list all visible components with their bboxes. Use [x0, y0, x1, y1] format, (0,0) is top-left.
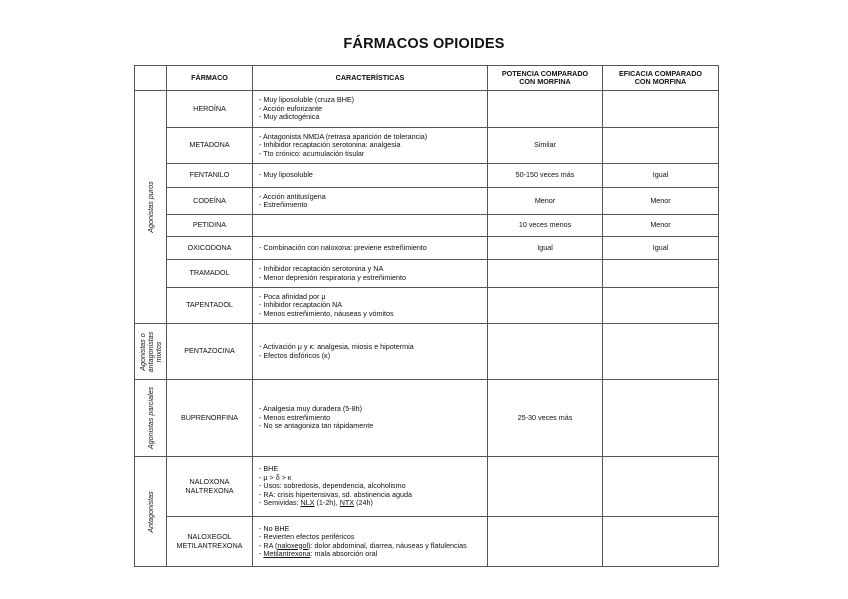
car-line: - Muy liposoluble (cruza BHE)	[259, 95, 355, 105]
car-line: - Muy liposoluble	[259, 170, 313, 180]
eficacia-cell: Igual	[603, 164, 719, 188]
group-label: Antagonistas	[145, 490, 155, 533]
caracteristicas-cell	[253, 517, 488, 567]
header-row	[135, 66, 719, 91]
eficacia-cell	[603, 517, 719, 567]
group-antagonistas	[135, 457, 167, 567]
farmaco-cell	[167, 91, 253, 128]
car-text: (24h)	[354, 498, 373, 508]
group-agonistas-puros	[135, 91, 167, 324]
farmaco-cell	[167, 215, 253, 237]
farmaco-cell	[167, 237, 253, 260]
farmaco-cell	[167, 380, 253, 457]
farmaco-name: HEROÍNA	[193, 103, 226, 113]
farmaco-name: CODEÍNA	[193, 195, 226, 205]
farmaco-name: PETIDINA	[192, 220, 227, 230]
car-line: - BHE	[259, 464, 279, 474]
farmaco-name: NALOXEGOL	[187, 532, 232, 542]
farmaco-cell	[167, 128, 253, 164]
table-row	[135, 457, 719, 517]
caracteristicas-cell	[253, 128, 488, 164]
eficacia-cell	[603, 288, 719, 324]
table-row	[135, 324, 719, 380]
farmaco-cell	[167, 288, 253, 324]
car-line: - Inhibidor recaptación NA	[259, 300, 343, 310]
eficacia-cell: Igual	[603, 237, 719, 260]
table-row	[135, 128, 719, 164]
caracteristicas-cell	[253, 260, 488, 288]
car-line: - Usos: sobredosis, dependencia, alcoholismo	[259, 481, 406, 491]
farmaco-name: OXICODONA	[187, 242, 232, 252]
car-line: - Tto crónico: acumulación tisular	[259, 148, 365, 158]
header-eficacia-line: EFICACIA COMPARADO	[618, 68, 703, 78]
potencia-cell: 50-150 veces más	[488, 164, 603, 188]
car-line: - Menor depresión respiratoria y estreñimiento	[259, 272, 407, 282]
opioids-table	[134, 65, 719, 567]
page-title: FÁRMACOS OPIOIDES	[343, 36, 505, 52]
car-text: - RA (	[259, 540, 278, 550]
car-line: - Poca afinidad por μ	[259, 291, 326, 301]
table-row	[135, 188, 719, 215]
car-line: - Menos estreñimiento	[259, 412, 331, 422]
car-text: - Semividas:	[259, 498, 301, 508]
car-line-metil: - Metilantrexona: mala absorción oral	[259, 548, 378, 558]
farmaco-cell	[167, 188, 253, 215]
group-label	[139, 331, 163, 372]
header-eficacia	[603, 66, 719, 91]
potencia-cell	[488, 260, 603, 288]
caracteristicas-cell	[253, 457, 488, 517]
farmaco-name: NALOXONA	[189, 477, 230, 487]
car-line: - Efectos disfóricos (κ)	[259, 350, 331, 360]
car-line: - Muy adictogénica	[259, 112, 320, 122]
eficacia-cell	[603, 91, 719, 128]
car-text: ): dolor abdominal, diarrea, náuseas y flatulencias	[308, 540, 467, 550]
eficacia-cell: Menor	[603, 215, 719, 237]
farmaco-name: TRAMADOL	[189, 268, 230, 278]
car-line: - Revierten efectos periféricos	[259, 532, 355, 542]
eficacia-cell	[603, 260, 719, 288]
farmaco-name: NALTREXONA	[185, 485, 234, 495]
naloxegol-term: naloxegol	[277, 540, 309, 550]
header-potencia	[488, 66, 603, 91]
caracteristicas-cell	[253, 237, 488, 260]
caracteristicas-cell	[253, 288, 488, 324]
farmaco-name: TAPENTADOL	[186, 300, 233, 310]
car-line-semividas	[259, 499, 487, 507]
eficacia-cell	[603, 380, 719, 457]
caracteristicas-cell	[253, 215, 488, 237]
caracteristicas-cell	[253, 380, 488, 457]
farmaco-name: METILANTREXONA	[176, 540, 243, 550]
potencia-cell	[488, 324, 603, 380]
header-group	[135, 66, 167, 91]
metilantrexona-term: Metilantrexona	[263, 548, 311, 558]
car-line: - RA: crisis hipertensivas, sd. abstinencia aguda	[259, 489, 413, 499]
farmaco-name: PENTAZOCINA	[184, 346, 235, 356]
car-line: - Combinación con naloxona: previene estreñimiento	[259, 242, 427, 252]
car-line: - Inhibidor recaptación serotonina y NA	[259, 264, 384, 274]
table-row	[135, 237, 719, 260]
potencia-cell	[488, 91, 603, 128]
farmaco-name: BUPRENORFINA	[180, 412, 239, 422]
potencia-cell	[488, 288, 603, 324]
car-line: - Acción euforizante	[259, 103, 323, 113]
car-line: - No BHE	[259, 523, 290, 533]
potencia-cell	[488, 457, 603, 517]
table-row	[135, 288, 719, 324]
ntx-abbrev: NTX	[339, 498, 355, 508]
group-label: Agonistas puros	[145, 181, 155, 233]
farmaco-cell	[167, 457, 253, 517]
caracteristicas-cell	[253, 91, 488, 128]
car-line: - Inhibidor recaptación serotonina: analgesia	[259, 140, 401, 150]
eficacia-cell: Menor	[603, 188, 719, 215]
potencia-cell: Menor	[488, 188, 603, 215]
farmaco-cell	[167, 517, 253, 567]
table-row	[135, 91, 719, 128]
group-agonistas-antagonistas	[135, 324, 167, 380]
potencia-cell	[488, 517, 603, 567]
farmaco-name: METADONA	[189, 140, 230, 150]
potencia-cell: 25-30 veces más	[488, 380, 603, 457]
farmaco-cell	[167, 164, 253, 188]
table-row	[135, 517, 719, 567]
car-line: - Activación μ y κ: analgesia, miosis e hipotermia	[259, 342, 414, 352]
eficacia-cell	[603, 457, 719, 517]
farmaco-cell	[167, 260, 253, 288]
header-farmaco: FÁRMACO	[167, 66, 253, 91]
group-label-line: antagonistas	[145, 331, 155, 372]
header-potencia-line: CON MORFINA	[519, 77, 571, 86]
car-line: - Menos estreñimiento, náuseas y vómitos	[259, 308, 394, 318]
table-row	[135, 215, 719, 237]
potencia-cell: Similar	[488, 128, 603, 164]
table-row	[135, 380, 719, 457]
group-agonistas-parciales	[135, 380, 167, 457]
car-text: (1-2h),	[314, 498, 340, 508]
farmaco-name: FENTANILO	[189, 170, 230, 180]
car-line: - Antagonista NMDA (retrasa aparición de tolerancia)	[259, 131, 428, 141]
group-label-line: Agonistas o	[137, 332, 147, 371]
car-line: - Acción antitusígena	[259, 191, 326, 201]
potencia-cell: Igual	[488, 237, 603, 260]
caracteristicas-cell	[253, 164, 488, 188]
header-caracteristicas: CARACTERÍSTICAS	[253, 66, 488, 91]
header-eficacia-line: CON MORFINA	[634, 77, 687, 86]
table-row	[135, 164, 719, 188]
car-line: - Estreñimiento	[259, 200, 308, 209]
nlx-abbrev: NLX	[300, 498, 315, 508]
car-line: - Analgesia muy duradera (5-8h)	[259, 404, 363, 414]
caracteristicas-cell	[253, 324, 488, 380]
table-row	[135, 260, 719, 288]
car-line: - μ > δ > κ	[259, 472, 292, 482]
farmaco-cell	[167, 324, 253, 380]
caracteristicas-cell	[253, 188, 488, 215]
eficacia-cell	[603, 324, 719, 380]
group-label: Agonistas parciales	[145, 386, 155, 450]
car-text: : mala absorción oral	[310, 548, 378, 558]
header-potencia-line: POTENCIA COMPARADO	[501, 68, 589, 78]
car-line: - No se antagoniza tan rápidamente	[259, 421, 374, 431]
eficacia-cell	[603, 128, 719, 164]
group-label-line: mixtos	[153, 341, 163, 362]
potencia-cell: 10 veces menos	[488, 215, 603, 237]
